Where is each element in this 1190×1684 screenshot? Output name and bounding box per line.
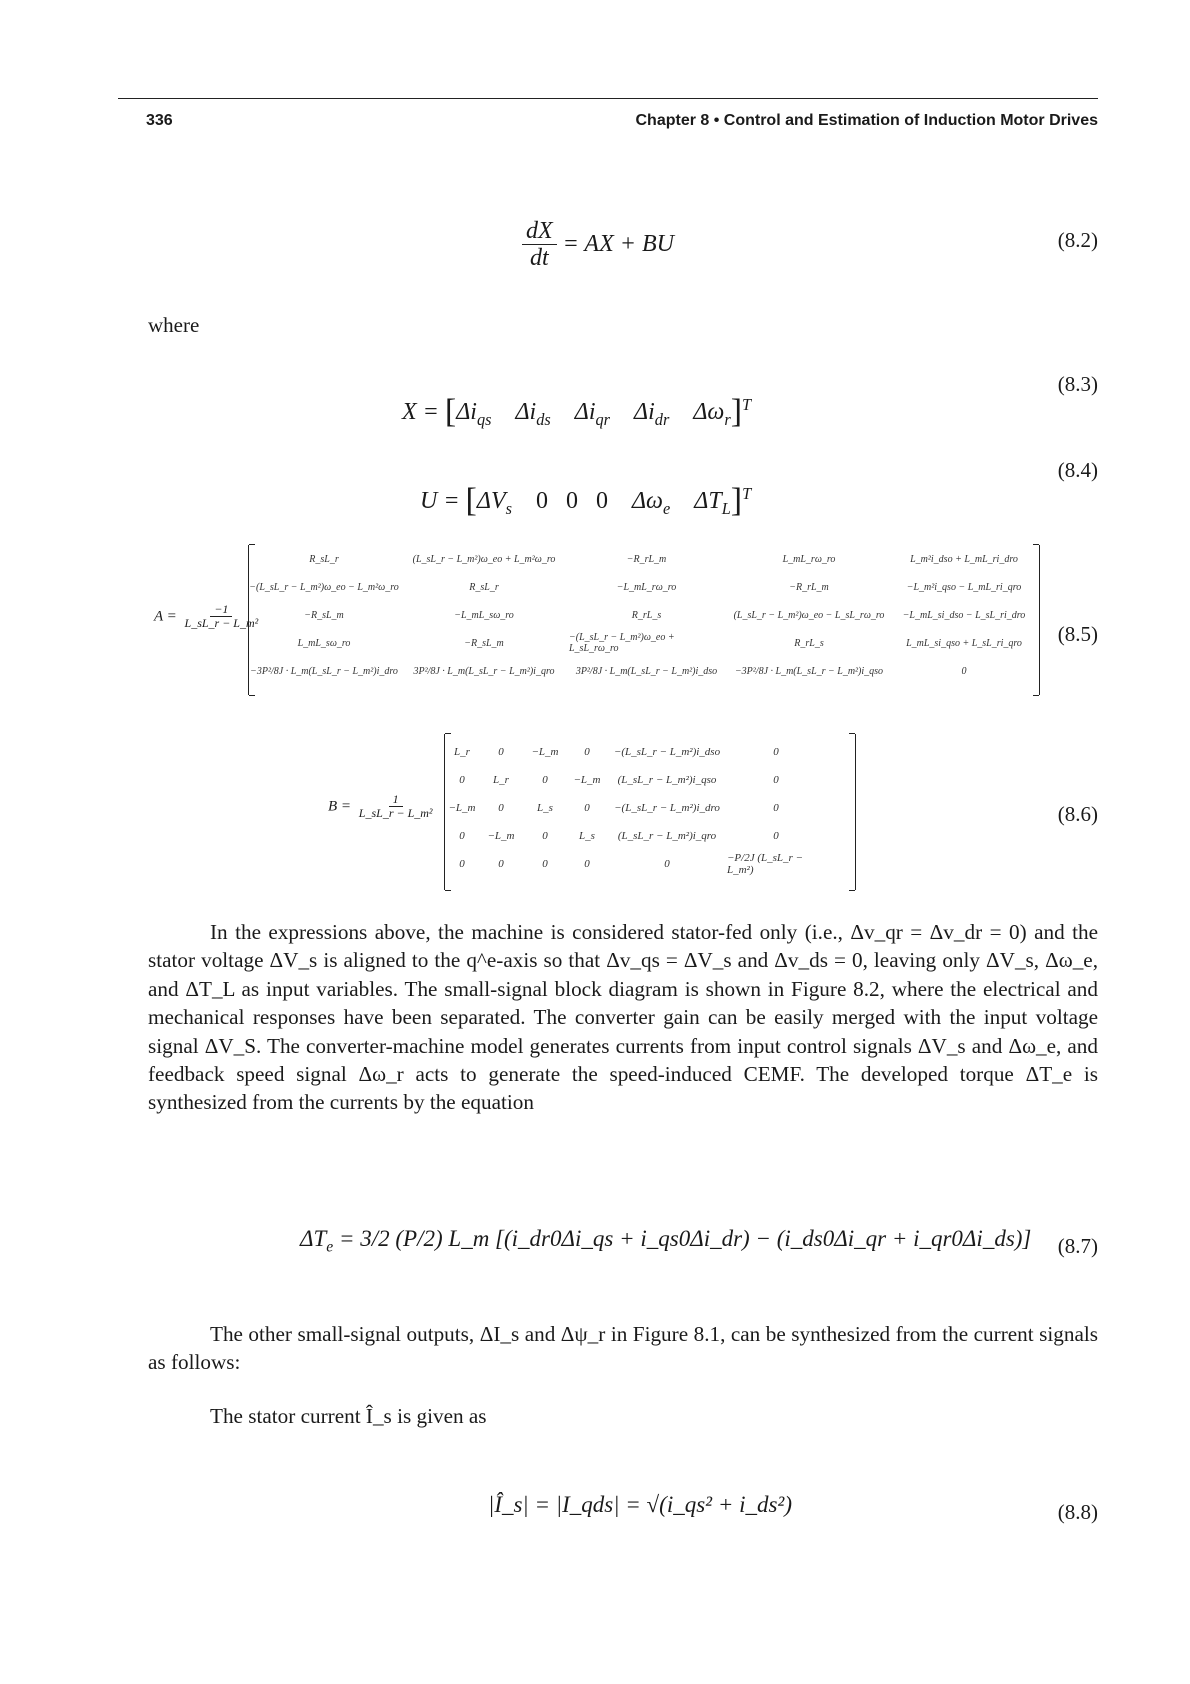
eq_8_5-cell: R_rL_s	[631, 609, 662, 621]
eq_8_5-cell: (L_sL_r − L_m²)ω_eo + L_m²ω_ro	[412, 553, 556, 565]
eq_8_5-cell: −L_mL_sω_ro	[454, 609, 514, 621]
eq_8_6-cell: −L_m	[573, 774, 601, 786]
header-rule	[118, 98, 1098, 99]
eq-8-3-entry: Δi	[515, 399, 537, 425]
eq-number-8-5: (8.5)	[1057, 622, 1098, 646]
matrix-b-label-num: 1	[389, 793, 403, 807]
eq-number-8-3: (8.3)	[1057, 372, 1098, 396]
matrix-a-label-num: −1	[210, 603, 232, 617]
equation-8-3	[402, 395, 751, 429]
eq_8_5-cell: −3P²/8J · L_m(L_sL_r − L_m²)i_dro	[250, 665, 398, 677]
eq_8_6-cell: −(L_sL_r − L_m²)i_dso	[613, 746, 721, 758]
eq_8_6-cell: 0	[773, 802, 779, 814]
running-head: Chapter 8 • Control and Estimation of Induction Motor Drives	[635, 112, 1098, 129]
eq_8_6-cell: 0	[584, 858, 590, 870]
eq-8-3-open-bracket: [	[444, 393, 457, 430]
paragraph-2-text: The other small-signal outputs, ΔI_s and Δψ_r in Figure 8.1, can be synthesized from the current signals as follows:	[148, 1322, 1098, 1375]
eq_8_6-cell: (L_sL_r − L_m²)i_qro	[617, 830, 717, 842]
matrix-b-label-text: B =	[328, 798, 352, 815]
matrix-a-label-den: L_sL_r − L_m²	[184, 616, 259, 631]
eq_8_6-cell: 0	[542, 774, 548, 786]
matrix-b-grid	[445, 734, 855, 878]
eq-8-4-open-bracket: [	[465, 482, 477, 519]
eq-8-4-sub: e	[663, 498, 671, 518]
eq_8_6-cell: 0	[459, 858, 465, 870]
eq_8_5-cell: −L_mL_si_dso − L_sL_ri_dro	[902, 609, 1026, 621]
eq-8-3-sub: qr	[595, 409, 611, 429]
eq-8-4-sub: s	[505, 498, 512, 518]
eq-8-3-sub: ds	[536, 409, 551, 429]
eq_8_6-cell: 0	[664, 858, 670, 870]
eq-8-4-close-bracket: ]	[730, 482, 743, 519]
eq-8-3-sub: r	[724, 409, 731, 429]
eq_8_6-cell: −(L_sL_r − L_m²)i_dro	[614, 802, 720, 814]
eq-8-3-entry: Δω	[693, 399, 725, 425]
eq-number-8-7: (8.7)	[1057, 1234, 1098, 1258]
where-text: where	[148, 313, 200, 337]
eq_8_5-cell: L_mL_si_qso + L_sL_ri_qro	[906, 637, 1022, 649]
eq_8_6-cell: 0	[773, 746, 779, 758]
paragraph-1-text: In the expressions above, the machine is considered stator-fed only (i.e., Δv_qr = Δv_dr = 0) and the stator voltage ΔV_s is aligned to the q^e-axis so that Δv_qs = ΔV_s and Δv_ds = 0, leaving only ΔV_s, Δω_e, and ΔT_L as input variables. The small-signal block diagram is shown in Figure 8.2, where the electrical and mechanical responses have been separated. The converter gain can be easily merged with the input voltage signal ΔV_S. The converter-machine model generates currents from input control signals ΔV_s and Δω_e, and feedback speed signal Δω_r acts to generate the speed-induced CEMF. The developed torque ΔT_e is synthesized from the currents by the equation	[148, 920, 1098, 1115]
eq_8_5-cell: 3P²/8J · L_m(L_sL_r − L_m²)i_dso	[575, 665, 718, 677]
eq_8_6-cell: 0	[542, 830, 548, 842]
eq_8_6-cell: L_s	[537, 802, 553, 814]
eq-8-4-entry: ΔT	[694, 488, 722, 514]
eq-number-8-4: (8.4)	[1057, 458, 1098, 482]
eq-number-8-6: (8.6)	[1057, 802, 1098, 826]
eq_8_6-cell: 0	[773, 830, 779, 842]
eq-8-4-entry: Δω	[631, 488, 663, 514]
eq_8_5-cell: −(L_sL_r − L_m²)ω_eo − L_m²ω_ro	[249, 581, 399, 593]
eq-8-4-entry: ΔV	[476, 488, 506, 514]
eq_8_5-cell: −R_sL_m	[464, 637, 504, 649]
eq-8-4-sub: L	[721, 498, 731, 518]
eq-8-3-sub: qs	[476, 409, 492, 429]
eq-8-3-lhs: X =	[402, 399, 439, 425]
eq_8_6-cell: 0	[498, 858, 504, 870]
eq-8-3-entry: Δi	[634, 399, 655, 425]
paragraph-2	[148, 1320, 1098, 1377]
equation-8-7	[300, 1226, 1032, 1256]
eq_8_5-cell: L_mL_sω_ro	[297, 637, 351, 649]
eq-8-4-sup: T	[742, 484, 752, 503]
eq_8_6-cell: L_r	[454, 746, 470, 758]
matrix-b-label	[328, 793, 437, 821]
eq_8_6-cell: −L_m	[448, 802, 476, 814]
eq_8_5-cell: (L_sL_r − L_m²)ω_eo − L_sL_rω_ro	[733, 609, 885, 621]
eq_8_5-cell: L_m²i_dso + L_mL_ri_dro	[910, 553, 1018, 565]
eq-8-7-rhs: = 3/2 (P/2) L_m [(i_dr0Δi_qs + i_qs0Δi_dr) − (i_ds0Δi_qr + i_qr0Δi_ds)]	[338, 1226, 1032, 1251]
eq-8-3-sub: dr	[654, 409, 670, 429]
equation-8-8: |Î_s| = |I_qds| = √(i_qs² + i_ds²)	[488, 1492, 792, 1517]
eq_8_6-cell: 0	[459, 774, 465, 786]
eq_8_6-cell: 0	[498, 802, 504, 814]
eq_8_5-cell: −(L_sL_r − L_m²)ω_eo + L_sL_rω_ro	[569, 632, 675, 654]
eq_8_6-cell: (L_sL_r − L_m²)i_qso	[617, 774, 717, 786]
eq_8_6-cell: 0	[498, 746, 504, 758]
eq_8_5-cell: 0	[961, 665, 967, 677]
equation-8-4	[420, 484, 751, 518]
equation-8-2	[522, 218, 674, 273]
eq_8_5-cell: −R_rL_m	[626, 553, 667, 565]
paragraph-3	[148, 1402, 1098, 1430]
eq-8-3-sup: T	[742, 395, 752, 414]
matrix-b	[444, 734, 856, 890]
eq_8_5-cell: −R_sL_m	[304, 609, 344, 621]
eq_8_5-cell: 3P²/8J · L_m(L_sL_r − L_m²)i_qro	[413, 665, 555, 677]
paragraph-1	[148, 918, 1098, 1117]
eq-8-4-entry: 0	[535, 488, 548, 514]
eq_8_6-cell: −L_m	[487, 830, 515, 842]
eq_8_6-cell: 0	[584, 746, 590, 758]
eq-number-8-8: (8.8)	[1057, 1500, 1098, 1524]
eq_8_5-cell: −3P²/8J · L_m(L_sL_r − L_m²)i_qso	[734, 665, 884, 677]
eq_8_6-cell: −P/2J (L_sL_r − L_m²)	[727, 852, 803, 876]
eq-number-8-2: (8.2)	[1057, 228, 1098, 252]
eq_8_6-cell: −L_m	[531, 746, 559, 758]
matrix-a-grid	[249, 545, 1039, 685]
eq-8-3-close-bracket: ]	[730, 393, 743, 430]
eq-8-7-lhs-sub: e	[326, 1238, 334, 1256]
matrix-a	[248, 545, 1040, 695]
paragraph-3-text: The stator current Î_s is given as	[210, 1404, 487, 1428]
eq-8-4-entry: 0	[595, 488, 608, 514]
eq_8_5-cell: −L_m²i_qso − L_mL_ri_qro	[906, 581, 1022, 593]
eq-8-4-lhs: U =	[420, 488, 460, 514]
eq_8_5-cell: R_rL_s	[794, 637, 824, 649]
eq-8-7-lhs: ΔT	[300, 1226, 327, 1251]
eq_8_5-cell: −L_mL_rω_ro	[616, 581, 677, 593]
eq_8_6-cell: 0	[584, 802, 590, 814]
eq_8_6-cell: L_s	[579, 830, 595, 842]
eq_8_5-cell: −R_rL_m	[789, 581, 829, 593]
eq_8_5-cell: L_mL_rω_ro	[782, 553, 836, 565]
eq_8_6-cell: L_r	[493, 774, 509, 786]
page-number: 336	[146, 112, 173, 129]
eq-8-4-entry: 0	[565, 488, 578, 514]
eq-8-3-entry: Δi	[574, 399, 596, 425]
eq-8-3-entry: Δi	[456, 399, 477, 425]
eq-8-2-lhs-den: dt	[530, 245, 549, 272]
eq_8_5-cell: R_sL_r	[309, 553, 339, 565]
eq_8_5-cell: R_sL_r	[469, 581, 499, 593]
eq-8-2-rhs: = AX + BU	[562, 231, 674, 257]
eq_8_6-cell: 0	[773, 774, 779, 786]
matrix-a-label	[154, 603, 262, 631]
eq_8_6-cell: 0	[459, 830, 465, 842]
matrix-a-label-text: A =	[154, 608, 177, 625]
eq-8-2-lhs-num: dX	[522, 218, 557, 245]
matrix-b-label-den: L_sL_r − L_m²	[358, 806, 433, 821]
eq_8_6-cell: 0	[542, 858, 548, 870]
